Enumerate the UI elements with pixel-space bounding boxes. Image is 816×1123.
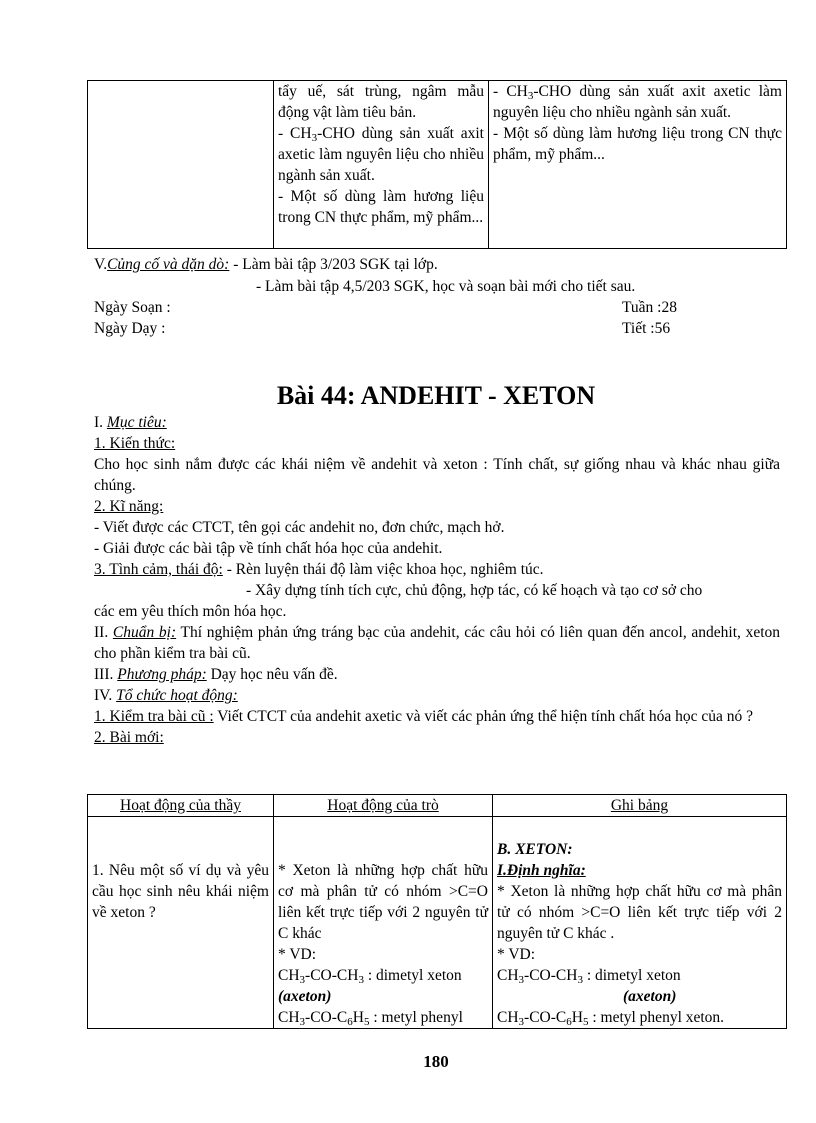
board-heading: B. XETON: — [497, 841, 573, 858]
skills-item-1: - Viết được các CTCT, tên gọi các andehit no, đơn chức, mạch hở. — [94, 519, 505, 536]
section-objectives: I. Mục tiêu: — [94, 414, 167, 431]
header-board: Ghi bảng — [493, 795, 787, 817]
uses-ch3cho: - $CH_3$-CHO dùng sản xuất axit axetic làm nguyên liệu cho nhiều ngành sản xuất. — [278, 125, 484, 184]
uses-perfume: - Một số dùng làm hương liệu trong CN thực phẩm, mỹ phẩm... — [278, 188, 484, 226]
header-teacher: Hoạt động của thầy — [88, 795, 274, 817]
knowledge-label: 1. Kiến thức: — [94, 435, 176, 452]
uses-ch3cho: - $CH_3$-CHO dùng sản xuất axit axetic làm nguyên liệu cho nhiều ngành sản xuất. — [493, 83, 782, 121]
teacher-question: 1. Nêu một số ví dụ và yêu cầu học sinh nêu khái niệm về xeton ? — [92, 862, 269, 921]
student-example-2: $CH_3-CO-C_6H_5$ : metyl phenyl — [278, 1009, 463, 1028]
board-example-1: $CH_3-CO-CH_3$ : dimetyl xeton — [497, 967, 681, 986]
ngay-day: Ngày Dạy : — [94, 320, 166, 337]
attitude-line-2: - Xây dựng tính tích cực, chủ động, hợp tác, có kế hoạch và tạo cơ sở cho — [246, 582, 703, 599]
section-method: III. Phương pháp: Dạy học nêu vấn đề. — [94, 666, 338, 683]
teacher-cell — [88, 817, 274, 1029]
ngay-soan: Ngày Soạn : — [94, 299, 171, 316]
section-activities: IV. Tổ chức hoạt động: — [94, 687, 238, 704]
board-example-1-alias: (axeton) — [623, 988, 677, 1005]
board-vd: * VD: — [497, 946, 536, 963]
uses-perfume: - Một số dùng làm hương liệu trong CN thực phẩm, mỹ phẩm... — [493, 125, 782, 163]
consolidation-line-2: - Làm bài tập 4,5/203 SGK, học và soạn bài mới cho tiết sau. — [256, 278, 636, 295]
uses-cell-board — [489, 81, 787, 249]
board-subheading: I.Định nghĩa: — [497, 862, 586, 879]
section-preparation: II. Chuẩn bị: Thí nghiệm phản ứng tráng bạc của andehit, các câu hỏi có liên quan đến ancol, andehit, xeton cho phần kiểm tra bài cũ. — [94, 624, 781, 662]
consolidation-line-1: V.Củng cố và dặn dò: - Làm bài tập 3/203 SGK tại lớp. — [94, 256, 438, 273]
student-example-1: $CH_3-CO-CH_3$ : dimetyl xeton — [278, 967, 462, 986]
skills-item-2: - Giải được các bài tập về tính chất hóa học của andehit. — [94, 540, 443, 557]
board-example-2: $CH_3-CO-C_6H_5$ : metyl phenyl xeton. — [497, 1009, 725, 1028]
page-number: 180 — [423, 1052, 449, 1071]
attitude-line-3: các em yêu thích môn hóa học. — [94, 603, 287, 620]
knowledge-text: Cho học sinh nắm được các khái niệm về andehit và xeton : Tính chất, sự giống nhau và khác nhau giữa chúng. — [94, 456, 780, 494]
student-example-1-alias: (axeton) — [278, 988, 332, 1005]
board-definition: * Xeton là những hợp chất hữu cơ mà phân tử có nhóm >C=O liên kết trực tiếp với 2 nguyên tử C khác . — [497, 883, 782, 942]
attitude-line-1: 3. Tình cảm, thái độ: - Rèn luyện thái độ làm việc khoa học, nghiêm túc. — [94, 561, 544, 578]
student-cell — [274, 817, 493, 1029]
tuan: Tuần :28 — [622, 299, 677, 316]
header-student: Hoạt động của trò — [274, 795, 493, 817]
student-vd: * VD: — [278, 946, 317, 963]
page-title: Bài 44: ANDEHIT - XETON — [276, 381, 596, 410]
skills-label: 2. Kĩ năng: — [94, 498, 164, 515]
uses-text: tẩy uế, sát trùng, ngâm mẫu động vật làm tiêu bản. — [278, 83, 484, 121]
student-definition: * Xeton là những hợp chất hữu cơ mà phân tử có nhóm >C=O liên kết trực tiếp với 2 nguyên tử C khác — [278, 862, 488, 942]
tiet: Tiết :56 — [622, 320, 671, 337]
board-cell — [493, 817, 787, 1029]
consolidation-label: Củng cố và dặn dò: — [107, 256, 230, 273]
new-lesson-label: 2. Bài mới: — [94, 729, 164, 746]
continuation-table — [87, 80, 787, 249]
empty-cell — [88, 81, 274, 249]
body-text — [94, 412, 780, 748]
activity-table — [87, 794, 787, 1029]
uses-cell-student — [274, 81, 489, 249]
old-lesson-check: 1. Kiểm tra bài cũ : Viết CTCT của andehit axetic và viết các phản ứng thể hiện tính chất hóa học của nó ? — [94, 708, 753, 725]
